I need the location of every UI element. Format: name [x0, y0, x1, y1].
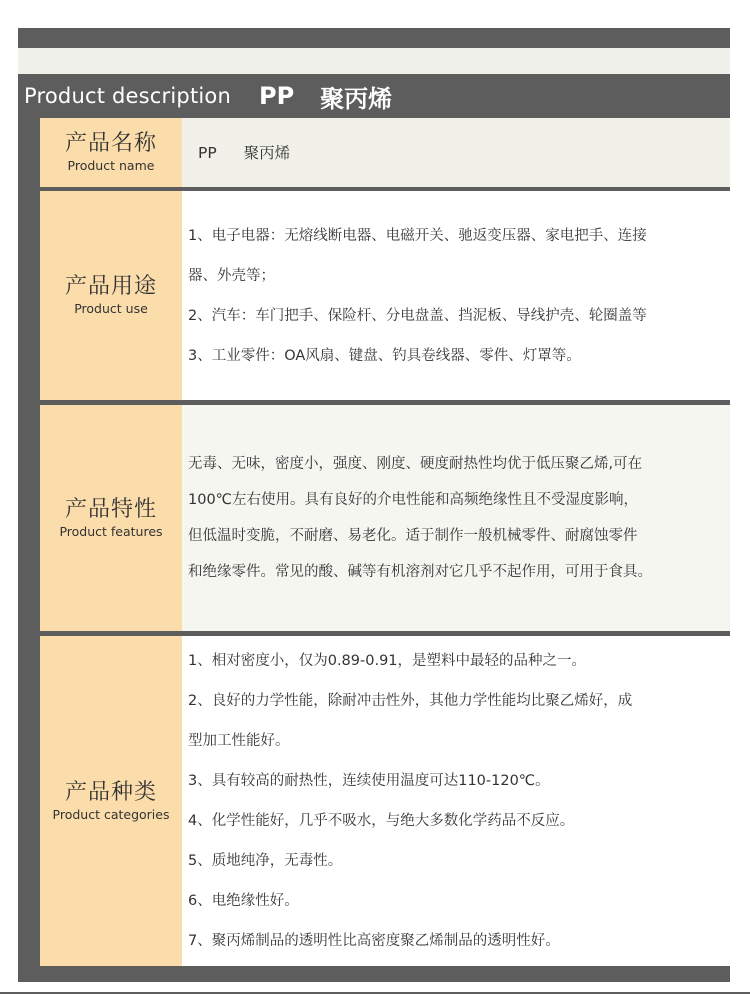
- content-line: 器、外壳等；: [188, 267, 275, 284]
- content-line: 2、汽车：车门把手、保险杆、分电盘盖、挡泥板、导线护壳、轮圈盖等: [188, 307, 647, 324]
- row-product-name: [40, 118, 730, 187]
- top-bar: [18, 28, 730, 48]
- content-line: 1、电子电器：无熔线断电器、电磁开关、驰返变压器、家电把手、连接: [188, 227, 647, 244]
- label-en: Product categories: [52, 806, 170, 822]
- product-description-panel: [18, 74, 730, 982]
- row-product-categories: [40, 636, 730, 966]
- content-line: 无毒、无味，密度小，强度、刚度、硬度耐热性均优于低压聚乙烯,可在: [188, 456, 643, 472]
- content-line: 5、质地纯净，无毒性。: [188, 853, 343, 869]
- label-en: Product use: [74, 301, 148, 316]
- label-zh: 产品名称: [64, 131, 157, 156]
- row-content: [182, 191, 730, 400]
- label-zh: 产品用途: [64, 274, 157, 299]
- row-label: [40, 118, 182, 187]
- header-product-code: PP: [258, 82, 295, 110]
- content-line: 3、工业零件：OA风扇、键盘、钓具卷线器、零件、灯罩等。: [188, 347, 581, 364]
- row-product-features: [40, 405, 730, 631]
- content-line: 型加工性能好。: [188, 733, 290, 749]
- product-name-value: PP 聚丙烯: [198, 143, 291, 162]
- content-line: 4、化学性能好，几乎不吸水，与绝大多数化学药品不反应。: [188, 813, 575, 829]
- row-label: [40, 191, 182, 400]
- row-label: [40, 405, 182, 631]
- content-line: 100℃左右使用。具有良好的介电性能和高频绝缘性且不受湿度影响，: [188, 492, 638, 508]
- content-line: 6、电绝缘性好。: [188, 893, 299, 909]
- label-zh: 产品种类: [64, 779, 157, 805]
- row-content: [182, 636, 730, 966]
- content-line: 1、相对密度小，仅为0.89-0.91，是塑料中最轻的品种之一。: [188, 653, 587, 669]
- content-line: 和绝缘零件。常见的酸、碱等有机溶剂对它几乎不起作用，可用于食具。: [188, 564, 652, 580]
- content-line: 但低温时变脆，不耐磨、易老化。适于制作一般机械零件、耐腐蚀零件: [188, 528, 638, 544]
- header-title-en: Product description: [24, 84, 231, 108]
- content-line: 2、良好的力学性能，除耐冲击性外，其他力学性能均比聚乙烯好，成: [188, 693, 633, 709]
- content-line: 7、聚丙烯制品的透明性比高密度聚乙烯制品的透明性好。: [188, 933, 560, 949]
- panel-header: [18, 74, 730, 118]
- label-en: Product features: [59, 523, 163, 539]
- row-product-use: [40, 191, 730, 400]
- row-label: [40, 636, 182, 966]
- content-line: 3、具有较高的耐热性，连续使用温度可达110-120℃。: [188, 773, 550, 789]
- row-content: [182, 405, 730, 631]
- row-content: [182, 118, 730, 187]
- header-product-name: 聚丙烯: [320, 84, 393, 113]
- label-en: Product name: [67, 158, 155, 173]
- label-zh: 产品特性: [64, 496, 157, 522]
- top-strip: [18, 48, 730, 74]
